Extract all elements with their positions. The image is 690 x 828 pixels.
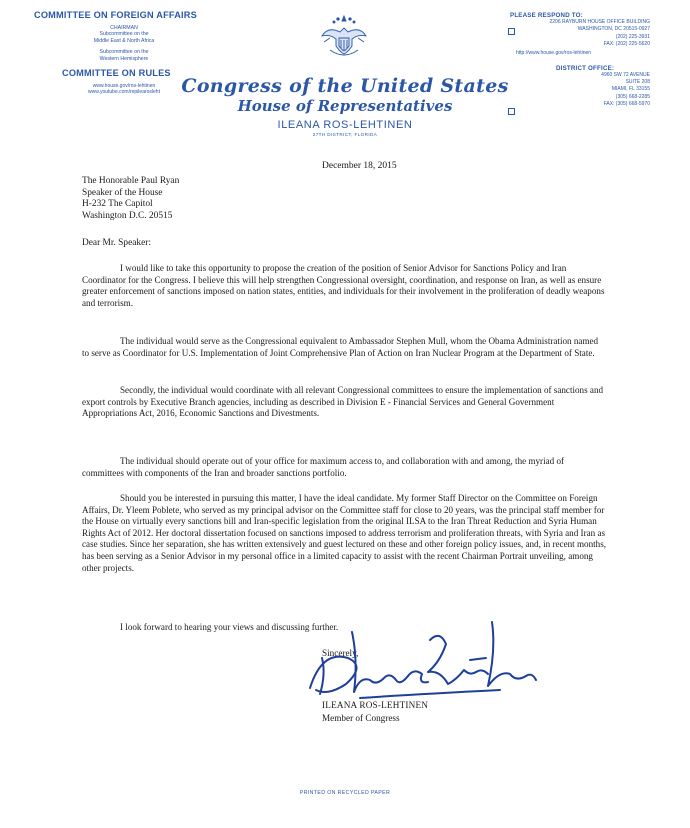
address-line: 2206 RAYBURN HOUSE OFFICE BUILDING	[549, 19, 650, 25]
addressee-line: The Honorable Paul Ryan	[82, 176, 180, 186]
member-district: 27TH DISTRICT, FLORIDA	[312, 132, 378, 137]
respond-heading: PLEASE RESPOND TO:	[510, 12, 583, 19]
youtube-link: www.youtube.com/repilearosleht	[88, 89, 160, 96]
role-chairman: CHAIRMAN	[110, 25, 138, 31]
body-paragraph: I would like to take this opportunity to propose the creation of the position of Senior Advisor for Sanctions Policy and Iran Coordinator for the Congress. I believe this will help strengthen Congressional oversight, coordination, and response on Iran, as well as ensure greater enforcement of sanctions imposed on nation states, entities, and individuals for their involvement in the proliferation of deadly weapons and terrorism.	[82, 263, 605, 308]
committee-rules: COMMITTEE ON RULES	[62, 68, 171, 79]
dc-office-checkbox[interactable]	[508, 28, 515, 35]
subcommittee-name: Middle East & North Africa	[93, 37, 155, 44]
addressee-line: Speaker of the House	[82, 187, 163, 198]
addressee-line: H-232 The Capitol	[82, 199, 153, 210]
salutation: Dear Mr. Speaker:	[82, 238, 151, 248]
website-link: www.house.gov/ros-lehtinen	[92, 83, 156, 90]
district-office-address	[508, 72, 678, 109]
congress-title: Congress of the United States	[181, 75, 509, 97]
address-line: WASHINGTON, DC 20515-0927	[577, 26, 650, 33]
subcommittee-label: Subcommittee on the	[99, 49, 149, 56]
house-seal-icon	[316, 12, 372, 62]
address-line: 4960 SW 72 AVENUE	[601, 71, 650, 78]
website-url: http://www.house.gov/ros-lehtinen	[516, 49, 592, 56]
letterhead-center	[180, 76, 510, 137]
body-paragraph: I look forward to hearing your views and discussing further.	[120, 622, 339, 632]
address-line: MIAMI, FL 33155	[611, 86, 650, 93]
committee-foreign-affairs: COMMITTEE ON FOREIGN AFFAIRS	[34, 10, 197, 20]
subcommittee-label: Subcommittee on the	[99, 31, 149, 38]
body-paragraph: Should you be interested in pursuing this matter, I have the ideal candidate. My former Staff Director on the Committee on Foreign Affairs, Dr. Yleem Poblete, who served as my principal advisor on the Committee staff for close to 20 years, was the principal staff member for the House on virtually every sanctions bill and Iran-specific legislation from the original ILSA to the Iran Threat Reduction and Syria Human Rights Act of 2012. Her doctoral dissertation focused on sanctions imposed to address terrorism and proliferation threats, with Syria and Iran as case studies. Since her separation, she has written extensively and guest lectured on these and other foreign policy issues, and, in recent months, has been serving as a Senior Advisor in my personal office in a limited capacity to assist with the recent Chairman Portrait unveiling, among other projects.	[82, 493, 607, 573]
signer-name: ILEANA ROS-LEHTINEN	[322, 700, 429, 710]
addressee-block	[82, 176, 179, 222]
address-line: FAX: (202) 225-5620	[603, 41, 650, 48]
signer-title: Member of Congress	[322, 713, 400, 723]
closing: Sincerely,	[322, 648, 359, 658]
address-line: (202) 225-3931	[615, 33, 650, 40]
body-paragraph: The individual would serve as the Congressional equivalent to Ambassador Stephen Mull, whom the Obama Administration named to serve as Coordinator for U.S. Implementation of Joint Comprehensive Plan of Action on Iran Nuclear Program at the Department of State.	[82, 336, 599, 358]
subcommittee-name: Western Hemisphere	[99, 55, 149, 62]
address-line: FAX: (305) 668-5970	[603, 101, 650, 108]
district-office-checkbox[interactable]	[508, 108, 515, 115]
body-paragraph: The individual should operate out of your office for maximum access to, and collaboration with and among, the myriad of committees with components of the Iran and broader sanctions portfolio.	[82, 456, 565, 478]
dc-office-address	[508, 19, 678, 49]
addressee-line: Washington D.C. 20515	[82, 210, 173, 221]
recycled-paper-footer: PRINTED ON RECYCLED PAPER	[299, 790, 391, 796]
house-title: House of Representatives	[237, 97, 453, 115]
handwritten-signature	[300, 610, 540, 710]
letter-date: December 18, 2015	[322, 161, 397, 171]
letterhead-right	[508, 12, 678, 109]
address-line: SUITE 208	[625, 79, 650, 86]
body-paragraph: Secondly, the individual would coordinate with all relevant Congressional committees to ensure the implementation of sanctions and export controls by Executive Branch agencies, including as described in Division E - Financial Services and General Government Appropriations Act, 2016, Economic Sanctions and Divestments.	[82, 385, 604, 419]
address-line: (305) 668-2285	[615, 93, 650, 100]
district-office-heading: DISTRICT OFFICE:	[556, 64, 615, 72]
member-name: ILEANA ROS-LEHTINEN	[277, 119, 413, 131]
